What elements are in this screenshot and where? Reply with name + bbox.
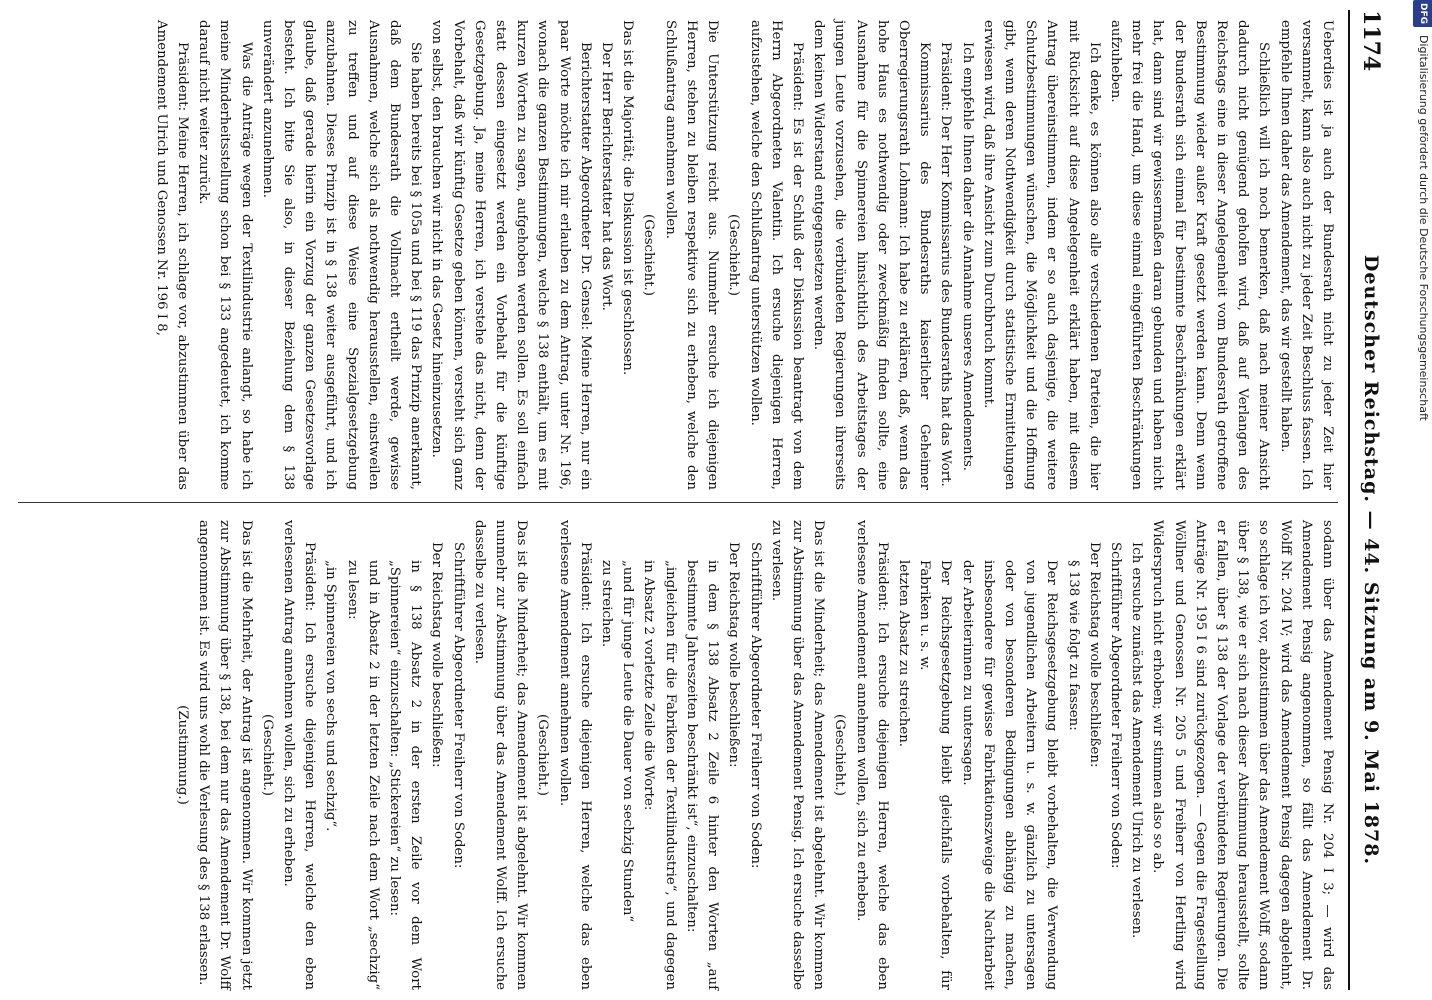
- reading-text: in § 138 Absatz 2 in der ersten Zeile vor dem Wort „Spinnereien“ einzuschalten: „Stickereien“ zu lesen:: [387, 560, 424, 990]
- paragraph: Der Herr Berichterstatter hat das Wort.: [599, 42, 615, 311]
- president-speech: Präsident: Ich ersuche diejenigen Herren, welche den eben verlesenen Antrag annehmen wollen, sich zu erheben.: [281, 520, 318, 990]
- reading-text: „ingleichen für die Fabriken der Textilindustrie“, und dagegen in Absatz 2 vorletzte Zeile die Worte:: [641, 560, 678, 990]
- page-header: [1354, 10, 1384, 990]
- reading-text: und in Absatz 2 in der letzten Zeile nach dem Wort „sechzig“ zu lesen:: [344, 560, 381, 990]
- reporter-speech: Was die Anträge wegen der Textilindustrie anlangt, so habe ich meine Minderheitsstellung schon bei § 133 angedeutet, ich komme darauf nicht weiter zurück.: [196, 20, 254, 490]
- kommissarius-speech: Kommissarius des Bundesraths kaiserlicher Geheimer Oberregierungsrath Lohmann: Ich habe zu erklären, daß, wenn das hohe Haus es nothwendig oder zweckmäßig finden sollte, eine Ausnahme für die Spinnereien hinsichtlich des Arbeitstages der jungen Leute vorzusehen, die verbündeten Regierungen ihrerseits dem keinen Widerstand entgegensetzen werden.: [811, 20, 933, 490]
- reader-title: Schriftführer Abgeordneter Freiherr von Soden:: [450, 542, 466, 869]
- column-divider: [18, 502, 1338, 503]
- paragraph: Ich denke, es können also alle verschiedenen Parteien, die hier mit Rücksicht auf diese Angelegenheit erklärt haben, mit diesem Antrag übereinstimmen, indem er so auch dasjenige, die weitere Schutzbestimmungen wünschen, die Möglichkeit und die Hoffnung gibt, wenn deren Nothwendigkeit durch statistische Ermittelungen erwiesen wird, daß ihre Ansicht zum Durchbruch kommt.: [980, 20, 1102, 490]
- stage-direction: (Geschieht.): [535, 714, 551, 796]
- president-speech: Präsident: Ich ersuche diejenigen Herren, welche das eben verlesene Amendement annehmen wollen.: [556, 520, 593, 990]
- paragraph: Schließlich will ich noch bemerken, daß nach meiner Ansicht dadurch nicht genügend geholfen wird, daß auf Verlangen des Reichstags eine in dieser Angelegenheit vom Bundesrath getroffene Bestimmung wieder außer Kraft gesetzt werden kann. Denn wenn der Bundesrath sich einmal für bestimmte Beschränkungen erklärt hat, dann sind wir gewissermaßen daran gebunden und haben nicht mehr frei die Hand, um diese einmal eingeführten Beschränkungen aufzuheben.: [1107, 20, 1272, 490]
- paragraph: Das ist die Majorität; die Diskussion ist geschlossen.: [620, 20, 636, 376]
- reading-text: „und für junge Leute die Dauer von sechzig Stunden“: [620, 560, 636, 923]
- president-speech: Präsident: Meine Herren, ich schlage vor, abzustimmen über das Amendement Ulrich und Genossen Nr. 196 I 8,: [153, 20, 191, 490]
- stage-direction: (Geschieht.): [726, 214, 742, 296]
- paragraph: Ueberdies ist ja auch der Bundesrath nicht zu jeder Zeit hier versammelt, kann also auch nicht zu jeder Zeit Beschluss fassen. Ich empfehle Ihnen daher das Amendement, das wir gestellt haben.: [1277, 20, 1335, 490]
- reader-intro: Der Reichstag wolle beschließen:: [1086, 542, 1102, 768]
- reading-text: letzten Absatz zu streichen.: [895, 560, 911, 748]
- paragraph: Das ist die Mehrheit, der Antrag ist angenommen. Wir kommen jetzt zur Abstimmung über § 138, bei dem nur das Amendement Dr. Wolff angenommen ist. Es wird uns wohl die Verlesung des § 138 erlassen.: [196, 520, 254, 990]
- reading-text: zu streichen.: [599, 560, 615, 648]
- running-title: Deutscher Reichstag. — 44. Sitzung am 9. Mai 1878.: [1360, 254, 1382, 866]
- right-column: [172, 520, 1338, 990]
- president-speech: Präsident: Ich ersuche diejenigen Herren, welche das eben verlesene Amendement annehmen wollen, sich zu erheben.: [853, 520, 890, 990]
- reader-title: Schriftführer Abgeordneter Freiherr von Soden:: [1107, 542, 1123, 869]
- paragraph: Das ist die Minderheit; das Amendement ist abgelehnt. Wir kommen nunmehr zur Abstimmung über das Amendement Wolff. Ich ersuche dasselbe zu verlesen.: [471, 520, 530, 990]
- reporter-speech: Berichterstatter Abgeordneter Dr. Gensel: Meine Herren, nur ein paar Worte möchte ich mir erlauben zu dem Antrag, unter Nr. 196, wonach die ganzen Bestimmungen, welche § 138 enthält, um es mit kurzen Worten zu sagen, aufgehoben werden sollen. Es soll einfach statt dessen eingesetzt werden ein Vorbehalt für die künftige Gesetzgebung. Ja, meine Herren, ich verstehe das nicht, denn der Vorbehalt, daß wir künftig Gesetze geben können, versteht sich ganz von selbst, den brauchen wir nicht in das Gesetz hineinzusetzen.: [429, 20, 593, 490]
- reading-text: „in Spinnereien von sechs und sechzig“.: [323, 560, 339, 832]
- digitization-credit: Digitalisierung gefördert durch die Deutsche Forschungsgemeinschaft: [1417, 35, 1430, 421]
- digitization-note: [1414, 0, 1432, 1000]
- reading-text: in dem § 138 Absatz 2 Zeile 6 hinter den Worten „auf bestimmte Jahreszeiten beschränkt ist“, einzuschalten:: [683, 560, 721, 990]
- reading-text: § 138 wie folgt zu fassen:: [1065, 560, 1081, 731]
- reader-title: Schriftführer Abgeordneter Freiherr von Soden:: [747, 542, 763, 869]
- reading-text: Der Reichsgesetzgebung bleibt gleichfalls vorbehalten, für Fabriken u. s. w.: [917, 560, 954, 990]
- president-speech: Präsident: Es ist der Schluß der Diskussion beantragt von dem Herrn Abgeordneten Valentin. Ich ersuche diejenigen Herren, aufzustehen, welche den Schlußantrag unterstützen wollen.: [747, 20, 805, 490]
- stage-direction: (Zustimmung.): [175, 705, 191, 805]
- left-column: [151, 20, 1338, 490]
- reading-text: Der Reichsgesetzgebung bleibt vorbehalten, die Verwendung von jugendlichen Arbeitern u. s. w. gänzlich zu untersagen oder von besonderen Bedingungen abhängig zu machen, insbesondere für gewisse Fabrikationszweige die Nachtarbeit der Arbeiterinnen zu untersagen.: [959, 560, 1060, 990]
- president-speech: Präsident: Der Herr Kommissarius des Bundesraths hat das Wort.: [938, 42, 954, 487]
- header-rule: [1348, 10, 1350, 990]
- page-number: 1174: [1358, 10, 1384, 72]
- stage-direction: (Geschieht.): [259, 714, 275, 796]
- reporter-speech: Sie haben bereits bei § 105a und bei § 119 das Prinzip anerkannt, daß dem Bundesrath die Vollmacht ertheilt werde, gewisse Ausnahmen, welche sich als nothwendig herausstellen, einstweilen zu treffen und auf diese Weise eine Spezialgesetzgebung anzubahnen. Dieses Prinzip ist in § 138 weiter ausgeführt, und ich glaube, daß gerade hierin ein Vorzug der ganzen Gesetzesvorlage besteht. Ich bitte Sie also, in dieser Beziehung dem § 138 unverändert anzunehmen.: [259, 20, 424, 490]
- paragraph: sodann über das Amendement Pensig Nr. 204 I 3; — wird das Amendement Pensig angenommen, so fällt das Amendement Dr. Wolff Nr. 204 IV; wird das Amendement Pensig dagegen abgelehnt, so schlage ich vor, abzustimmen über das Amendement Wolff, sodann über § 138, wie er sich nach dieser Abstimmung herausstellt, sollte er fallen, über § 138 der Vorlage der verbündeten Regierungen. Die Anträge Nr. 195 I 6 sind zurückgezogen. — Gegen die Fragestellung Wöllner und Genossen Nr. 205 5 und Freiherr von Hertling wird Widerspruch nicht erhoben; wir stimmen also so ab.: [1150, 520, 1335, 990]
- paragraph: Ich ersuche zunächst das Amendement Ulrich zu verlesen.: [1129, 542, 1145, 939]
- dfg-logo: DFG: [1413, 0, 1432, 27]
- stage-direction: (Geschieht.): [832, 714, 848, 796]
- reader-intro: Der Reichstag wolle beschließen:: [726, 542, 742, 768]
- paragraph: Das ist die Minderheit; das Amendement ist abgelehnt. Wir kommen zur Abstimmung über das Amendement Pensig. Ich ersuche dasselbe zu verlesen.: [768, 520, 827, 990]
- paragraph: Ich empfehle Ihnen daher die Annahme unseres Amendements.: [959, 42, 975, 472]
- reader-intro: Der Reichstag wolle beschließen:: [429, 542, 445, 768]
- stage-direction: (Geschieht.): [641, 214, 657, 296]
- paragraph: Die Unterstützung reicht aus. Nunmehr ersuche ich diejenigen Herren, stehen zu bleiben respektive sich zu erheben, welche den Schlußantrag annehmen wollen.: [662, 20, 721, 490]
